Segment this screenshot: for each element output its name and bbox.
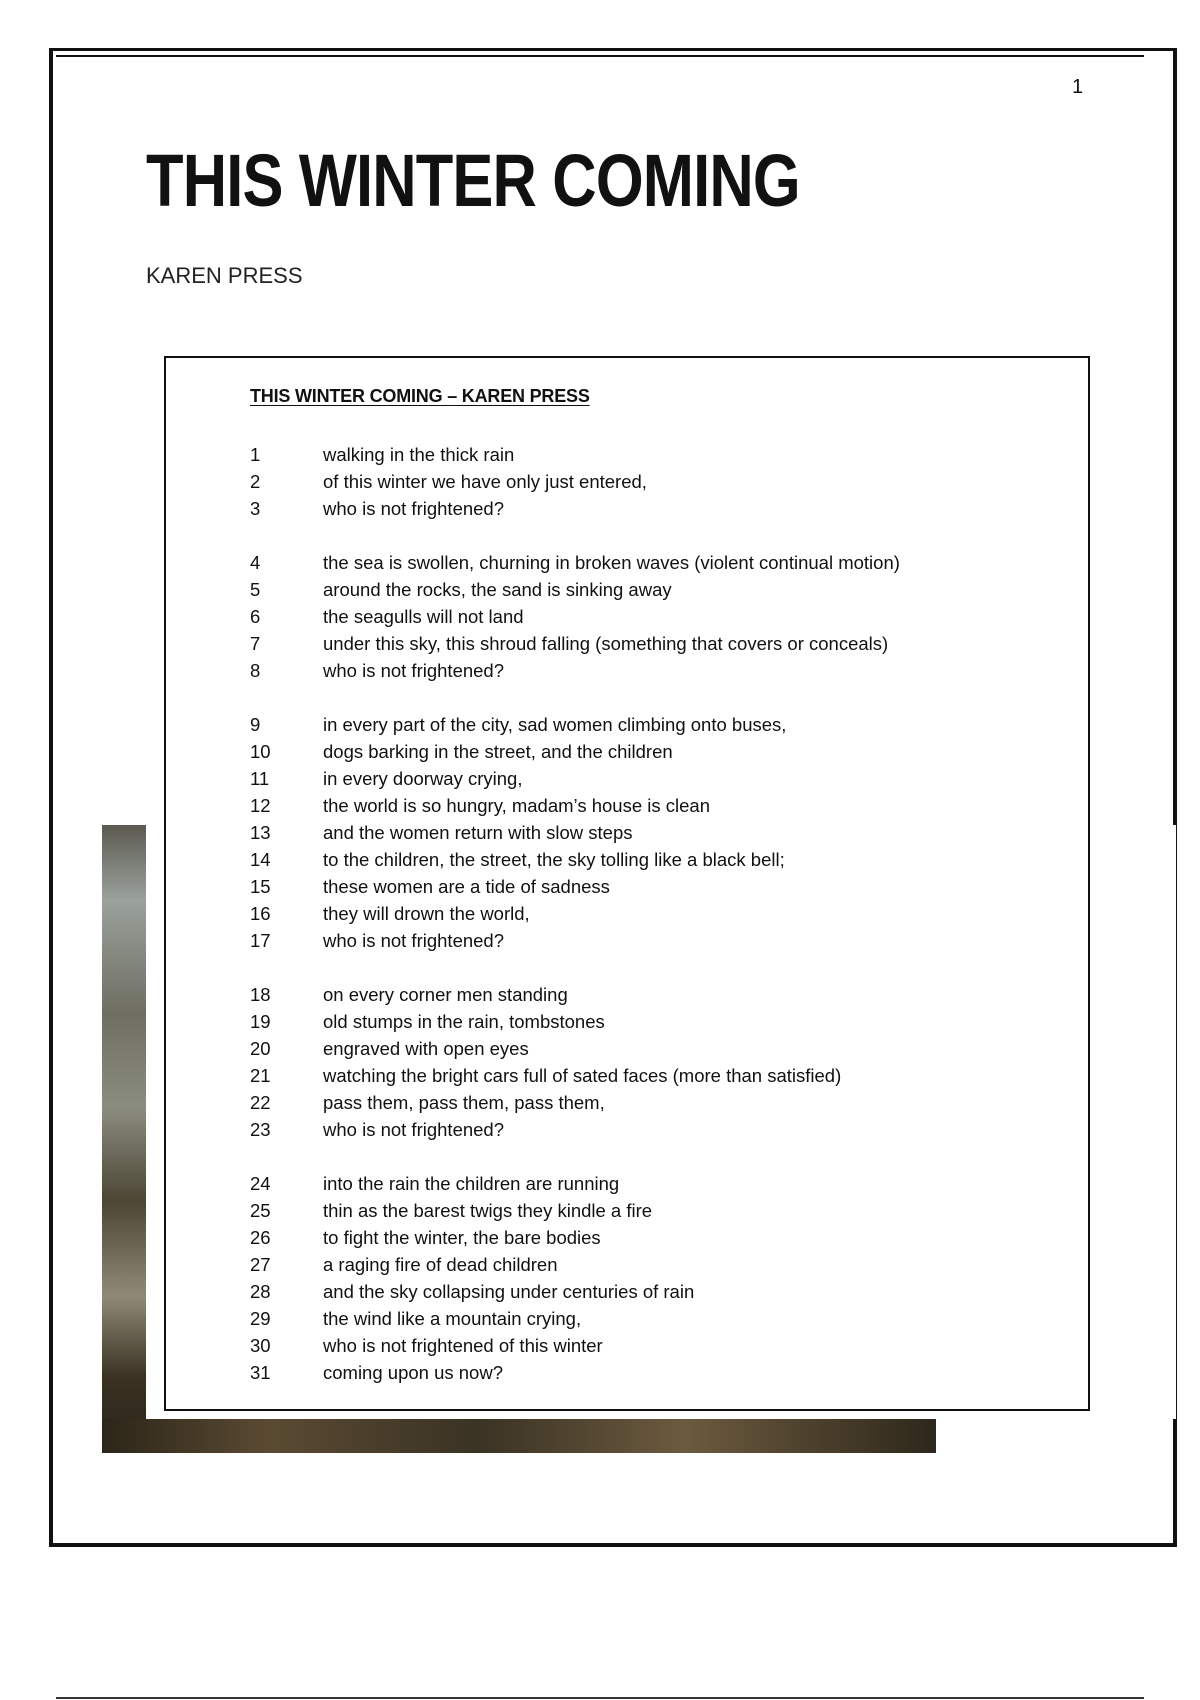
line-number: 3: [250, 498, 261, 519]
line-number: 4: [250, 552, 261, 573]
line-number: 14: [250, 849, 271, 870]
line-text: the seagulls will not land: [323, 606, 524, 627]
line-number: 20: [250, 1038, 271, 1059]
poem-box: [164, 356, 1090, 1411]
line-text: who is not frightened?: [323, 660, 505, 681]
line-number: 9: [250, 714, 261, 735]
line-text: to fight the winter, the bare bodies: [323, 1227, 601, 1248]
line-number: 13: [250, 822, 271, 843]
top-rule: [56, 55, 1144, 57]
line-number: 31: [250, 1362, 271, 1383]
author-name: KAREN PRESS: [146, 263, 303, 288]
line-text: of this winter we have only just entered,: [323, 471, 647, 492]
line-text: coming upon us now?: [323, 1362, 503, 1383]
line-text: on every corner men standing: [323, 984, 568, 1005]
line-text: to the children, the street, the sky tolling like a black bell;: [323, 849, 785, 870]
line-number: 28: [250, 1281, 271, 1302]
line-text: these women are a tide of sadness: [323, 876, 610, 897]
line-text: old stumps in the rain, tombstones: [323, 1011, 605, 1032]
line-text: into the rain the children are running: [323, 1173, 620, 1194]
line-text: who is not frightened?: [323, 498, 505, 519]
line-number: 17: [250, 930, 271, 951]
line-text: a raging fire of dead children: [323, 1254, 558, 1275]
line-number: 10: [250, 741, 271, 762]
line-number: 27: [250, 1254, 271, 1275]
line-number: 5: [250, 579, 261, 600]
line-number: 26: [250, 1227, 271, 1248]
line-text: the wind like a mountain crying,: [323, 1308, 582, 1329]
line-number: 16: [250, 903, 271, 924]
bottom-rule: [56, 1697, 1144, 1699]
line-text: walking in the thick rain: [323, 444, 515, 465]
line-number: 19: [250, 1011, 271, 1032]
page-title: THIS WINTER COMING: [146, 139, 800, 222]
line-text: in every part of the city, sad women climbing onto buses,: [323, 714, 787, 735]
line-number: 22: [250, 1092, 271, 1113]
line-text: under this sky, this shroud falling (something that covers or conceals): [323, 633, 889, 654]
line-text: pass them, pass them, pass them,: [323, 1092, 605, 1113]
line-text: engraved with open eyes: [323, 1038, 529, 1059]
line-number: 2: [250, 471, 261, 492]
line-text: around the rocks, the sand is sinking away: [323, 579, 672, 600]
line-text: and the sky collapsing under centuries of rain: [323, 1281, 695, 1302]
line-text: the world is so hungry, madam’s house is clean: [323, 795, 710, 816]
line-number: 7: [250, 633, 261, 654]
line-number: 29: [250, 1308, 271, 1329]
line-text: who is not frightened?: [323, 1119, 505, 1140]
line-number: 11: [250, 768, 270, 789]
line-number: 24: [250, 1173, 271, 1194]
line-text: in every doorway crying,: [323, 768, 523, 789]
line-text: they will drown the world,: [323, 903, 530, 924]
line-text: and the women return with slow steps: [323, 822, 633, 843]
line-number: 23: [250, 1119, 271, 1140]
line-number: 30: [250, 1335, 271, 1356]
line-number: 21: [250, 1065, 271, 1086]
line-text: dogs barking in the street, and the children: [323, 741, 673, 762]
line-text: the sea is swollen, churning in broken waves (violent continual motion): [323, 552, 900, 573]
line-number: 12: [250, 795, 271, 816]
line-number: 6: [250, 606, 261, 627]
line-text: thin as the barest twigs they kindle a fire: [323, 1200, 653, 1221]
line-number: 18: [250, 984, 271, 1005]
line-text: who is not frightened?: [323, 930, 505, 951]
poem-heading: THIS WINTER COMING – KAREN PRESS: [250, 386, 590, 406]
line-number: 1: [250, 444, 261, 465]
line-text: who is not frightened of this winter: [323, 1335, 603, 1356]
line-number: 15: [250, 876, 271, 897]
page-number: 1: [1072, 76, 1084, 98]
line-number: 8: [250, 660, 261, 681]
line-number: 25: [250, 1200, 271, 1221]
line-text: watching the bright cars full of sated faces (more than satisfied): [323, 1065, 842, 1086]
